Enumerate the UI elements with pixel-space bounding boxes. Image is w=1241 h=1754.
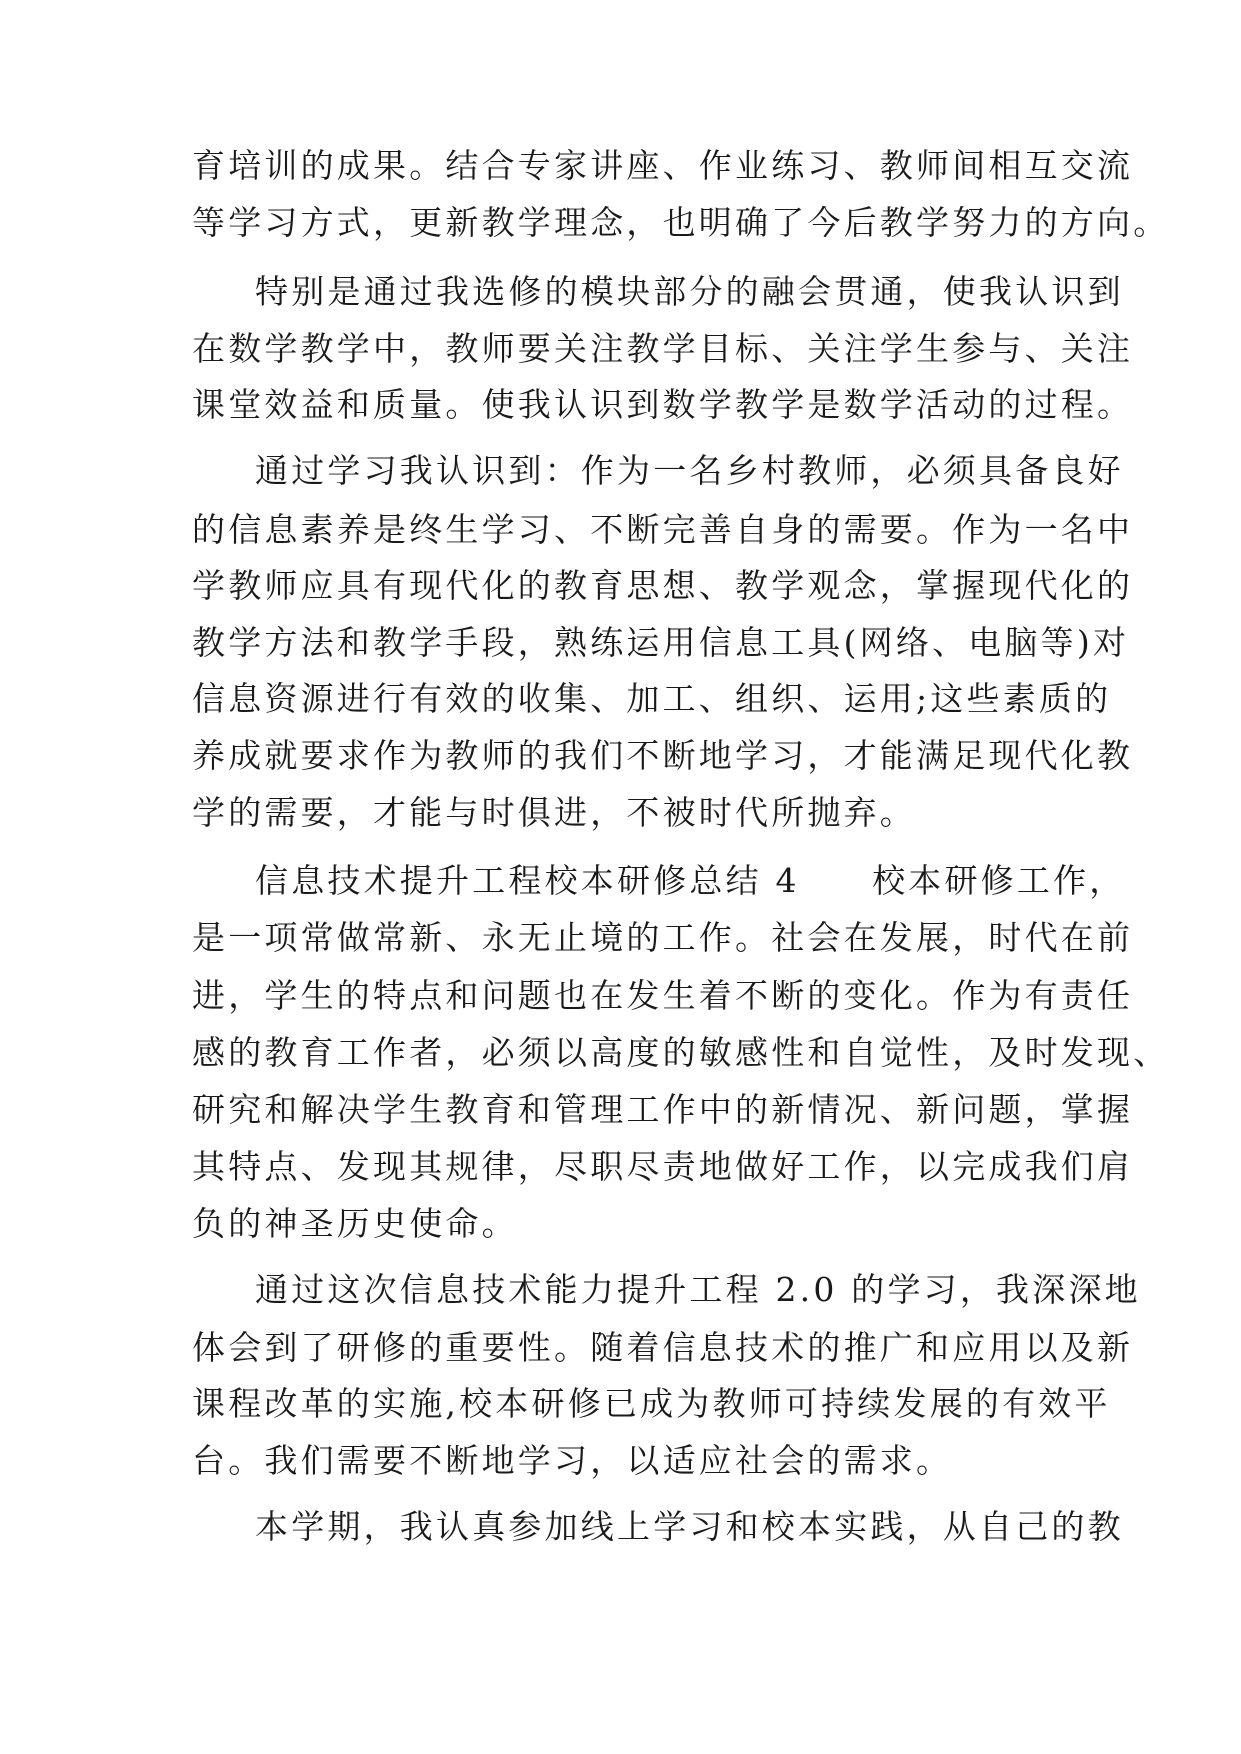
text-line: 台。我们需要不断地学习，以适应社会的需求。 (192, 1441, 953, 1480)
text-line: 进，学生的特点和问题也在发生着不断的变化。作为有责任 (192, 976, 1134, 1015)
text-line: 教学方法和教学手段，熟练运用信息工具(网络、电脑等)对 (192, 623, 1130, 662)
text-line: 本学期，我认真参加线上学习和校本实践，从自己的教 (255, 1507, 1124, 1546)
text-line: 感的教育工作者，必须以高度的敏感性和自觉性，及时发现、 (192, 1033, 1170, 1072)
text-line: 研究和解决学生教育和管理工作中的新情况、新问题，掌握 (192, 1090, 1134, 1129)
text-line: 育培训的成果。结合专家讲座、作业练习、教师间相互交流 (192, 146, 1134, 185)
text-line: 其特点、发现其规律，尽职尽责地做好工作，以完成我们肩 (192, 1147, 1134, 1186)
text-line: 课程改革的实施,校本研修已成为教师可持续发展的有效平 (192, 1384, 1111, 1423)
text-line: 是一项常做常新、永无止境的工作。社会在发展，时代在前 (192, 918, 1134, 957)
text-line: 学教师应具有现代化的教育思想、教学观念，掌握现代化的 (192, 566, 1134, 605)
text-line: 在数学教学中，教师要关注教学目标、关注学生参与、关注 (192, 329, 1134, 368)
text-line: 负的神圣历史使命。 (192, 1204, 518, 1243)
text-line: 特别是通过我选修的模块部分的融会贯通，使我认识到 (255, 272, 1124, 311)
text-line: 体会到了研修的重要性。随着信息技术的推广和应用以及新 (192, 1328, 1134, 1367)
text-line: 学的需要，才能与时俱进，不被时代所抛弃。 (192, 793, 916, 832)
text-line: 等学习方式，更新教学理念，也明确了今后教学努力的方向。 (192, 203, 1170, 242)
text-line: 的信息素养是终生学习、不断完善自身的需要。作为一名中 (192, 510, 1134, 549)
text-line: 通过这次信息技术能力提升工程 2.0 的学习，我深深地 (255, 1270, 1141, 1309)
text-line: 养成就要求作为教师的我们不断地学习，才能满足现代化教 (192, 736, 1134, 775)
text-line: 课堂效益和质量。使我认识到数学教学是数学活动的过程。 (192, 385, 1134, 424)
text-line: 通过学习我认识到：作为一名乡村教师，必须具备良好 (255, 451, 1124, 490)
text-line: 信息技术提升工程校本研修总结 4 校本研修工作， (255, 861, 1126, 900)
text-line: 信息资源进行有效的收集、加工、组织、运用;这些素质的 (192, 679, 1112, 718)
